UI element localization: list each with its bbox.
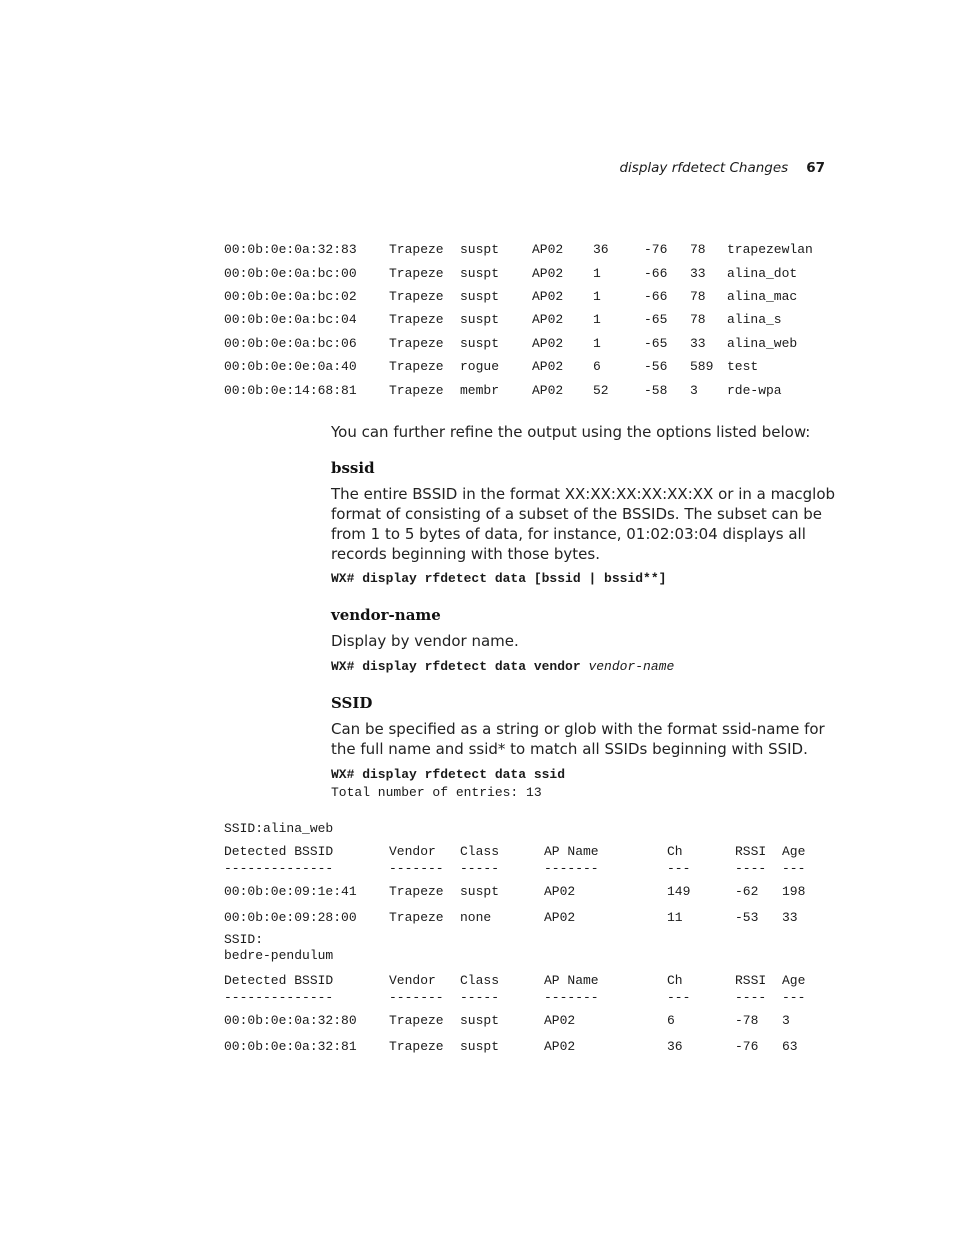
table-cell: -------------- <box>224 990 334 1005</box>
table-cell: -76 <box>735 1039 759 1054</box>
table-cell: ------- <box>544 990 599 1005</box>
table-cell: none <box>460 910 492 925</box>
table-cell: 00:0b:0e:14:68:81 <box>224 382 357 398</box>
intro-text: You can further refine the output using the options listed below: <box>331 423 811 441</box>
table-header-row <box>224 970 822 990</box>
table-cell: Trapeze <box>389 288 444 304</box>
table-cell: 00:0b:0e:09:1e:41 <box>224 883 357 899</box>
table-cell: 33 <box>690 265 706 281</box>
table-divider-row <box>224 990 822 1005</box>
page-header <box>0 160 825 176</box>
table-cell: 00:0b:0e:0e:0a:40 <box>224 359 357 375</box>
table-cell: Age <box>782 843 806 859</box>
table-row <box>224 332 847 355</box>
table-cell: rogue <box>460 359 500 375</box>
table-cell: 78 <box>690 312 706 328</box>
table-cell: 6 <box>667 1012 675 1028</box>
table-row <box>224 1035 822 1058</box>
table-cell: 78 <box>690 288 706 304</box>
table-cell: --- <box>782 990 806 1005</box>
table-cell: 3 <box>690 382 698 398</box>
table-cell: 36 <box>593 242 609 258</box>
rfdetect-output-table <box>224 238 847 402</box>
table-cell: Trapeze <box>389 312 444 328</box>
table-cell: 1 <box>593 288 601 304</box>
table-cell: Detected BSSID <box>224 972 334 988</box>
table-cell: 00:0b:0e:0a:32:81 <box>224 1039 357 1054</box>
table-cell: 1 <box>593 335 601 351</box>
table-cell: alina_web <box>727 335 798 351</box>
table-cell: AP02 <box>532 288 564 304</box>
table-cell: AP02 <box>544 883 576 899</box>
ssid-table-alina-web <box>224 841 822 929</box>
table-cell: alina_mac <box>727 288 798 304</box>
table-cell: AP Name <box>544 843 599 859</box>
table-cell: Age <box>782 972 806 988</box>
table-cell: 589 <box>690 359 714 375</box>
table-cell: AP02 <box>532 382 564 398</box>
vendor-command-arg: vendor-name <box>588 659 675 674</box>
table-cell: 6 <box>593 359 601 375</box>
table-cell: --- <box>667 861 691 876</box>
table-cell: Trapeze <box>389 359 444 375</box>
table-cell: AP02 <box>532 265 564 281</box>
table-row <box>224 876 822 906</box>
table-cell: Trapeze <box>389 883 444 899</box>
vendor-command-text: WX# display rfdetect data vendor <box>331 659 589 674</box>
table-cell: AP02 <box>544 1012 576 1028</box>
table-cell: Trapeze <box>389 910 444 925</box>
table-cell: 00:0b:0e:0a:bc:00 <box>224 265 357 281</box>
table-cell: -66 <box>644 288 668 304</box>
table-cell: Trapeze <box>389 242 444 258</box>
table-cell: 00:0b:0e:0a:bc:02 <box>224 288 357 304</box>
table-cell: -------------- <box>224 861 334 876</box>
table-cell: AP Name <box>544 972 599 988</box>
table-cell: Ch <box>667 843 683 859</box>
table-cell: suspt <box>460 883 500 899</box>
table-cell: RSSI <box>735 972 767 988</box>
table-cell: 00:0b:0e:0a:bc:06 <box>224 335 357 351</box>
table-cell: ------- <box>389 990 444 1005</box>
table-cell: Vendor <box>389 843 436 859</box>
table-cell: -62 <box>735 883 759 899</box>
ssid-label: SSID: <box>224 932 264 947</box>
table-cell: suspt <box>460 1039 500 1054</box>
table-cell: Ch <box>667 972 683 988</box>
table-header-row <box>224 841 822 861</box>
table-cell: 3 <box>782 1012 790 1028</box>
table-row <box>224 1005 822 1035</box>
table-cell: rde-wpa <box>727 382 782 398</box>
table-cell: ------- <box>544 861 599 876</box>
ssid-heading: SSID <box>331 694 373 712</box>
table-cell: ----- <box>460 990 500 1005</box>
table-cell: Trapeze <box>389 382 444 398</box>
table-cell: Vendor <box>389 972 436 988</box>
table-cell: 33 <box>782 910 798 925</box>
table-cell: AP02 <box>532 242 564 258</box>
table-cell: -53 <box>735 910 759 925</box>
table-divider-row <box>224 861 822 876</box>
table-cell: AP02 <box>532 359 564 375</box>
ssid-table-bedre-pendulum <box>224 970 822 1058</box>
table-cell: Trapeze <box>389 1012 444 1028</box>
table-cell: 36 <box>667 1039 683 1054</box>
table-cell: -65 <box>644 335 668 351</box>
ssid-command: WX# display rfdetect data ssid <box>331 767 566 782</box>
table-cell: Class <box>460 843 500 859</box>
table-cell: --- <box>782 861 806 876</box>
vendor-description: Display by vendor name. <box>331 632 519 650</box>
table-cell: -66 <box>644 265 668 281</box>
table-cell: test <box>727 359 759 375</box>
table-cell: 11 <box>667 910 683 925</box>
table-row <box>224 906 822 929</box>
ssid-label-name: bedre-pendulum <box>224 948 334 963</box>
table-cell: 33 <box>690 335 706 351</box>
table-cell: suspt <box>460 312 500 328</box>
table-row <box>224 378 847 401</box>
table-cell: Detected BSSID <box>224 843 334 859</box>
table-cell: ---- <box>735 861 767 876</box>
table-row <box>224 238 847 261</box>
ssid-total-entries: Total number of entries: 13 <box>331 785 542 800</box>
table-cell: alina_dot <box>727 265 798 281</box>
table-cell: AP02 <box>544 910 576 925</box>
ssid-group-alina-web <box>224 821 333 836</box>
table-cell: -78 <box>735 1012 759 1028</box>
table-cell: -58 <box>644 382 668 398</box>
bssid-description: The entire BSSID in the format XX:XX:XX:XX:XX:XX or in a macglob format of consisting of a subset of the BSSIDs. The subset can be from 1 to 5 bytes of data, for instance, 01:02:03:04 displays all records beginning with those bytes. <box>331 485 836 563</box>
table-cell: 00:0b:0e:09:28:00 <box>224 910 357 925</box>
table-cell: 00:0b:0e:0a:bc:04 <box>224 312 357 328</box>
ssid-description: Can be specified as a string or glob with the format ssid-name for the full name and ssid* to match all SSIDs beginning with SSID. <box>331 720 825 758</box>
table-cell: 149 <box>667 883 691 899</box>
bssid-heading: bssid <box>331 459 375 477</box>
table-cell: AP02 <box>544 1039 576 1054</box>
table-cell: suspt <box>460 1012 500 1028</box>
table-cell: suspt <box>460 335 500 351</box>
table-cell: -56 <box>644 359 668 375</box>
table-cell: 78 <box>690 242 706 258</box>
table-cell: ----- <box>460 861 500 876</box>
table-cell: Trapeze <box>389 335 444 351</box>
table-cell: AP02 <box>532 312 564 328</box>
table-row <box>224 355 847 378</box>
table-cell: Trapeze <box>389 265 444 281</box>
table-cell: membr <box>460 382 500 398</box>
table-cell: alina_s <box>727 312 782 328</box>
table-cell: RSSI <box>735 843 767 859</box>
table-cell: ------- <box>389 861 444 876</box>
bssid-command: WX# display rfdetect data [bssid | bssid**] <box>331 571 667 586</box>
table-cell: --- <box>667 990 691 1005</box>
section-title: display rfdetect Changes <box>619 160 789 176</box>
table-cell: 1 <box>593 265 601 281</box>
ssid-group-bedre-pendulum <box>224 932 333 963</box>
table-cell: AP02 <box>532 335 564 351</box>
table-cell: Trapeze <box>389 1039 444 1054</box>
table-cell: ---- <box>735 990 767 1005</box>
table-cell: suspt <box>460 288 500 304</box>
vendor-heading: vendor-name <box>331 606 441 624</box>
table-cell: -76 <box>644 242 668 258</box>
table-cell: suspt <box>460 265 500 281</box>
table-cell: trapezewlan <box>727 242 813 258</box>
table-cell: suspt <box>460 242 500 258</box>
table-cell: 00:0b:0e:0a:32:83 <box>224 242 357 258</box>
table-row <box>224 308 847 331</box>
table-cell: 00:0b:0e:0a:32:80 <box>224 1012 357 1028</box>
table-cell: 52 <box>593 382 609 398</box>
table-cell: 1 <box>593 312 601 328</box>
ssid-label: SSID:alina_web <box>224 821 334 836</box>
vendor-command <box>331 659 674 674</box>
table-row <box>224 285 847 308</box>
table-cell: Class <box>460 972 500 988</box>
table-cell: -65 <box>644 312 668 328</box>
table-row <box>224 261 847 284</box>
table-cell: 63 <box>782 1039 798 1054</box>
table-cell: 198 <box>782 883 806 899</box>
page-number: 67 <box>806 160 825 176</box>
